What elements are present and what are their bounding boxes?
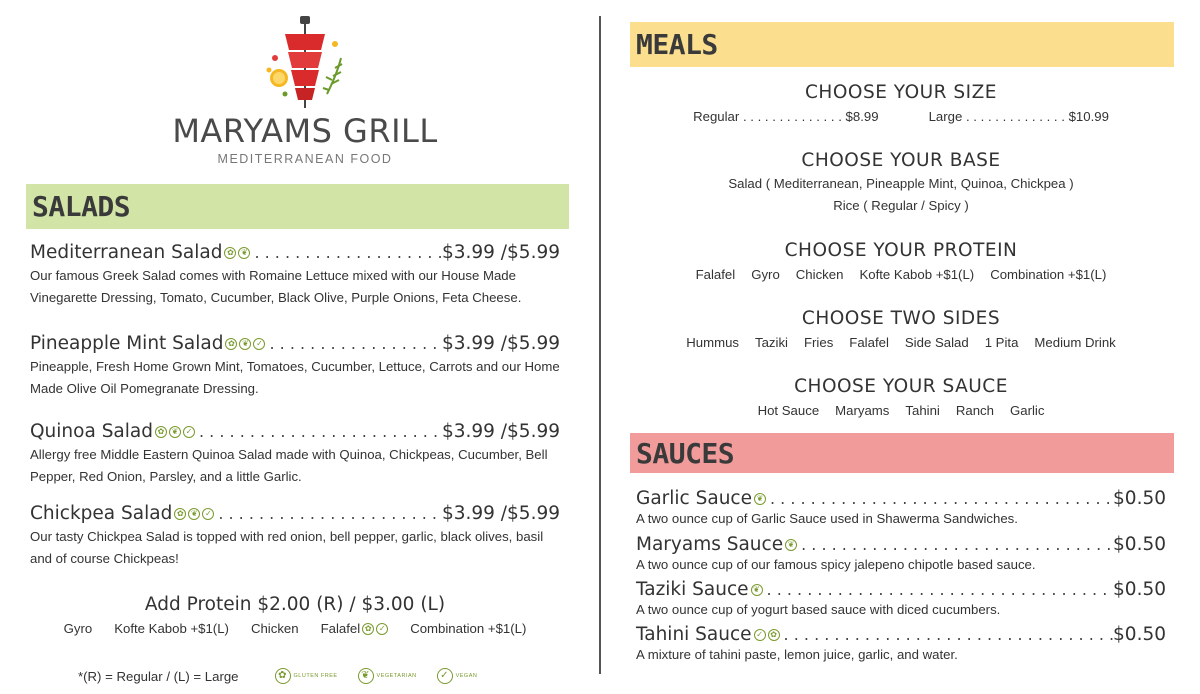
meals-header [630,22,1174,67]
choose-protein-title: CHOOSE YOUR PROTEIN [784,240,1018,261]
size-regular [693,109,878,124]
item-name: Chickpea Salad [30,503,173,524]
brand-name: MARYAMS GRILL [172,112,438,150]
legend-label: VEGETARIAN [376,673,417,679]
item-description: A two ounce cup of yogurt based sauce with diced cucumbers. [636,602,1001,617]
right-column [602,0,1200,694]
vegetarian-icon: ❦ [169,426,181,438]
sauce-option: Ranch [955,403,994,418]
leader-dots [767,580,1114,599]
leader-dots: . . . . . . . . . . . . . . [965,109,1069,124]
protein-option: Falafel [695,267,736,282]
vegan-icon: ✓ [183,426,195,438]
vegan-icon: ✓ [437,668,453,684]
choose-sides-title: CHOOSE TWO SIDES [801,308,1001,329]
gluten-free-icon: ✿ [275,668,291,684]
vegan-icon: ✓ [376,623,388,635]
salads-header [26,184,569,229]
item-name: Tahini Sauce [636,624,752,645]
leader-dots: . . . . . . . . . . . . . . [742,109,846,124]
choose-base-title: CHOOSE YOUR BASE [801,150,1001,171]
vegan-icon: ✓ [754,629,766,641]
protein-option: Gyro [63,621,93,636]
item-name: Quinoa Salad [30,421,153,442]
leader-dots [269,334,441,353]
choose-sauce-block [602,376,1200,418]
size-price: $8.99 [845,109,879,124]
item-description: A mixture of tahini paste, lemon juice, garlic, and water. [636,647,958,662]
side-option: Medium Drink [1034,335,1116,350]
add-protein-title: Add Protein $2.00 (R) / $3.00 (L) [144,594,446,615]
protein-option: Chicken [795,267,844,282]
meals-title: MEALS [636,28,718,61]
vegetarian-icon: ❦ [238,247,250,259]
item-name: Maryams Sauce [636,534,784,555]
side-option: Hummus [686,335,739,350]
leader-dots [254,243,442,262]
side-option: Fries [803,335,834,350]
legend-label: GLUTEN FREE [293,673,338,679]
item-price: $0.50 [1113,624,1166,645]
brand-tagline: MEDITERRANEAN FOOD [217,152,393,166]
sauces-header [630,433,1174,473]
leader-dots [801,535,1113,554]
menu-item [636,624,1166,665]
choose-sides-block [602,308,1200,350]
protein-option: Kofte Kabob +$1(L) [859,267,975,282]
sauce-option: Tahini [905,403,940,418]
vegetarian-icon: ❦ [358,668,374,684]
item-price: $3.99 /$5.99 [441,421,560,442]
item-description: Pineapple, Fresh Home Grown Mint, Tomatoes, Cucumber, Lettuce, Carrots and our Home Made Olive Oil Pomegranate Dressing. [30,359,560,396]
side-option: 1 Pita [984,335,1019,350]
protein-option: Chicken [250,621,299,636]
gluten-free-icon: ✿ [224,247,236,259]
base-option: Salad ( Mediterranean, Pineapple Mint, Quinoa, Chickpea ) [728,176,1074,191]
protein-option: Gyro [751,267,780,282]
side-option: Taziki [755,335,788,350]
vegetarian-icon: ❦ [785,539,797,551]
size-large [929,109,1109,124]
protein-option-falafel [321,621,389,636]
size-label: Large [928,109,963,124]
size-footnote: *(R) = Regular / (L) = Large [78,668,239,684]
add-protein-block [30,594,560,636]
legend-label: VEGAN [455,673,478,679]
menu-item [30,242,560,309]
sauce-option: Garlic [1009,403,1045,418]
choose-size-block [602,82,1200,124]
item-price: $0.50 [1113,534,1166,555]
item-description: Our tasty Chickpea Salad is topped with red onion, bell pepper, garlic, black olives, basil and of course Chickpeas! [30,529,544,566]
sauce-option: Hot Sauce [757,403,820,418]
gluten-free-icon: ✿ [225,338,237,350]
item-price: $3.99 /$5.99 [441,333,560,354]
vegan-icon: ✓ [253,338,265,350]
item-description: Our famous Greek Salad comes with Romaine Lettuce mixed with our House Made Vinegarette Dressing, Tomato, Cucumber, Black Olive, Purple Onions, Feta Cheese. [30,268,522,305]
protein-option: Falafel [320,621,361,636]
diet-legend [275,668,478,684]
item-price: $0.50 [1113,488,1166,509]
size-price: $10.99 [1068,109,1109,124]
choose-size-title: CHOOSE YOUR SIZE [805,82,997,103]
column-divider [599,16,601,674]
side-option: Falafel [849,335,889,350]
sauce-option: Maryams [835,403,890,418]
menu-item [30,333,560,400]
gluten-free-icon: ✿ [362,623,374,635]
vegan-icon: ✓ [202,508,214,520]
item-name: Garlic Sauce [636,488,752,509]
gluten-free-icon: ✿ [174,508,186,520]
shawarma-logo-icon [255,14,355,110]
leader-dots [199,422,442,441]
gluten-free-icon: ✿ [155,426,167,438]
protein-option: Kofte Kabob +$1(L) [114,621,229,636]
salads-title: SALADS [32,190,131,223]
item-name: Pineapple Mint Salad [30,333,224,354]
item-price: $3.99 /$5.99 [441,503,560,524]
vegetarian-icon: ❦ [188,508,200,520]
leader-dots [784,625,1113,644]
choose-base-block [602,150,1200,215]
base-option: Rice ( Regular / Spicy ) [833,198,969,213]
item-description: A two ounce cup of Garlic Sauce used in Shawerma Sandwiches. [636,511,1018,526]
leader-dots [770,489,1113,508]
gluten-free-icon: ✿ [768,629,780,641]
side-option: Side Salad [904,335,969,350]
menu-item [636,579,1166,620]
sauces-title: SAUCES [636,436,735,470]
item-name: Taziki Sauce [636,579,749,600]
item-description: Allergy free Middle Eastern Quinoa Salad made with Quinoa, Chickpeas, Cucumber, Bell Pepper, Red Onion, Parsley, and a little Garlic. [30,447,548,484]
vegetarian-icon: ❦ [754,493,766,505]
footer [78,668,477,684]
menu-item [636,534,1166,575]
menu-item [30,421,560,488]
menu-item [636,488,1166,529]
protein-option: Combination +$1(L) [990,267,1107,282]
item-price: $0.50 [1113,579,1166,600]
item-name: Mediterranean Salad [30,242,223,263]
brand-logo [170,14,440,179]
vegetarian-icon: ❦ [751,584,763,596]
leader-dots [218,504,442,523]
item-description: A two ounce cup of our famous spicy jalepeno chipotle based sauce. [636,557,1036,572]
size-label: Regular [693,109,740,124]
protein-option: Combination +$1(L) [410,621,527,636]
vegetarian-icon: ❦ [239,338,251,350]
choose-sauce-title: CHOOSE YOUR SAUCE [794,376,1008,397]
choose-protein-block [602,240,1200,282]
menu-item [30,503,560,570]
item-price: $3.99 /$5.99 [441,242,560,263]
